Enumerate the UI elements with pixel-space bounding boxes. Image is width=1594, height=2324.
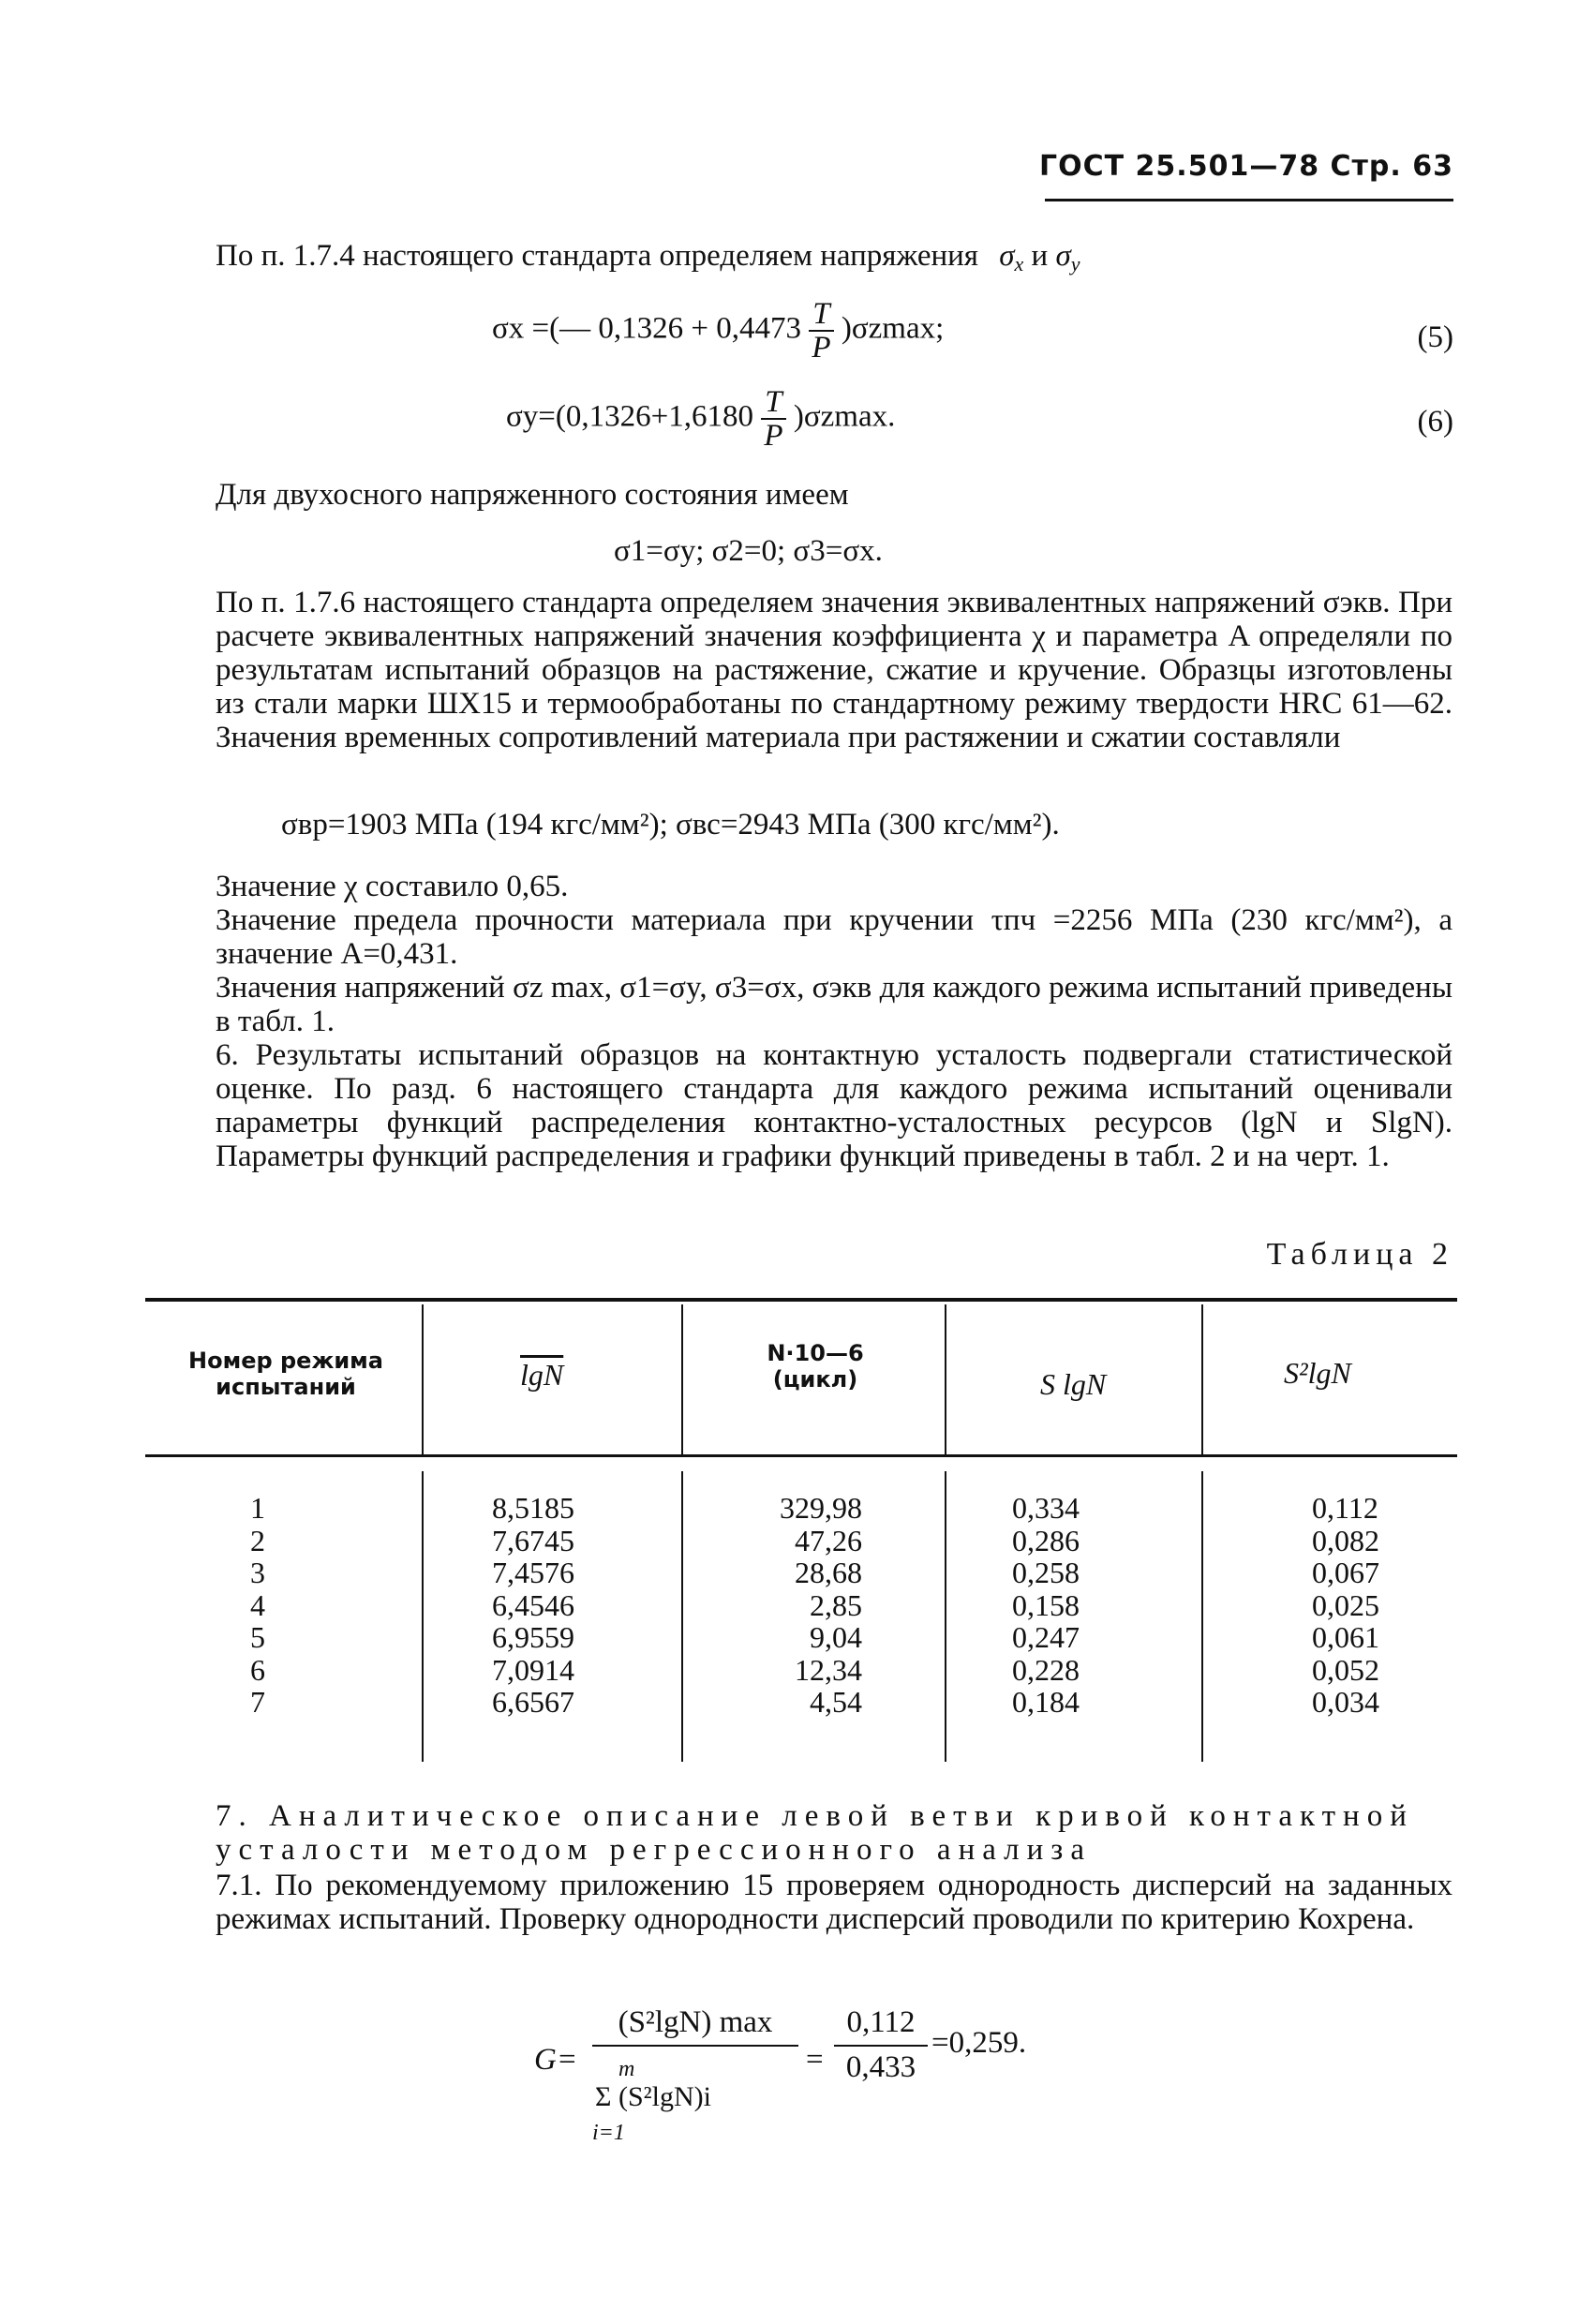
cochran-frac-den: 0,433 bbox=[845, 2050, 916, 2084]
table-vline bbox=[1201, 1304, 1203, 1454]
eq6-rhs: )σzmax. bbox=[793, 399, 896, 434]
table-col-lgn bbox=[492, 1492, 574, 1719]
eq6-denominator: P bbox=[764, 419, 783, 453]
table-col-n bbox=[740, 1492, 862, 1719]
table-cell: 0,184 bbox=[1012, 1685, 1080, 1719]
eq5-rhs: )σzmax; bbox=[841, 311, 945, 346]
table-header-n: N·10—6 (цикл) bbox=[767, 1340, 864, 1393]
cochran-m: m bbox=[618, 2057, 635, 2081]
table-vline bbox=[945, 1471, 946, 1762]
strength-values: σвр=1903 МПа (194 кгс/мм²); σвс=2943 МПа (300 кгс/мм²). bbox=[281, 808, 1060, 842]
table-cell: 0,334 bbox=[1012, 1491, 1080, 1525]
cochran-frac-num: 0,112 bbox=[846, 2005, 916, 2039]
table-cell: 7,6745 bbox=[492, 1523, 574, 1557]
table-cell: 0,034 bbox=[1312, 1685, 1379, 1719]
intro-text: По п. 1.7.4 настоящего стандарта определяем напряжения $\sigma_x$ и $\sigma_y$ bbox=[216, 239, 1080, 276]
table-cell: 6,9559 bbox=[492, 1620, 574, 1654]
section-6-text: 6. Результаты испытаний образцов на контактную усталость подвергали статистической оценке. По разд. 6 настоящего стандарта для каждого режима испытаний оценивали параметры функций распределения контактно-усталостных ресурсов (lgN и SlgN). Параметры функций распределения и графики функций приведены в табл. 2 и на черт. 1. bbox=[216, 1038, 1452, 1173]
cochran-equals: = bbox=[806, 2043, 824, 2077]
page-header: ГОСТ 25.501—78 Стр. 63 bbox=[1039, 150, 1453, 183]
cochran-fraction-bar bbox=[592, 2045, 798, 2047]
table-cell: 5 bbox=[250, 1620, 265, 1654]
cochran-result: =0,259. bbox=[931, 2026, 1027, 2060]
table-cell: 4,54 bbox=[810, 1685, 862, 1719]
principal-stresses: σ1=σy; σ2=0; σ3=σx. bbox=[614, 534, 883, 568]
table-cell: 0,258 bbox=[1012, 1556, 1080, 1589]
cochran-formula bbox=[534, 2005, 1190, 2174]
equation-5 bbox=[492, 298, 944, 364]
table-vline bbox=[681, 1471, 683, 1762]
table-cell: 0,082 bbox=[1312, 1523, 1379, 1557]
table-cell: 6,6567 bbox=[492, 1685, 574, 1719]
table-header-rule bbox=[145, 1454, 1457, 1457]
table-vline bbox=[1201, 1471, 1203, 1762]
table-header-s2: S²lgN bbox=[1284, 1356, 1351, 1390]
eq5-denominator: P bbox=[812, 331, 831, 365]
cochran-lhs: G= bbox=[534, 2043, 578, 2077]
table-cell: 0,228 bbox=[1012, 1652, 1080, 1687]
table-cell: 1 bbox=[250, 1491, 265, 1525]
table-cell: 0,061 bbox=[1312, 1620, 1379, 1654]
table-cell: 12,34 bbox=[795, 1652, 862, 1687]
table-header-s: S lgN bbox=[1040, 1367, 1107, 1401]
table-vline bbox=[681, 1304, 683, 1454]
table-cell: 7,0914 bbox=[492, 1652, 574, 1687]
table-cell: 0,286 bbox=[1012, 1523, 1080, 1557]
torsion-text: Значение предела прочности материала при кручении τпч =2256 МПа (230 кгс/мм²), а значение A=0,431. bbox=[216, 903, 1452, 971]
eq6-numerator: T bbox=[761, 386, 785, 420]
table-cell: 0,052 bbox=[1312, 1652, 1379, 1687]
cochran-numerator: (S²lgN) max bbox=[618, 2005, 773, 2039]
cochran-frac-bar bbox=[834, 2045, 928, 2047]
table-top-rule bbox=[145, 1298, 1457, 1302]
paragraph-176: По п. 1.7.6 настоящего стандарта определяем значения эквивалентных напряжений σэкв. При расчете эквивалентных напряжений значения коэффициента χ и параметра A определяли по результатам испытаний образцов на растяжение, сжатие и кручение. Образцы изготовлены из стали марки ШХ15 и термообработаны по стандартному режиму твердости HRC 61—62. Значения временных сопротивлений материала при растяжении и сжатии составляли bbox=[216, 586, 1452, 754]
table-vline bbox=[945, 1304, 946, 1454]
cochran-sum: Σ (S²lgN)i bbox=[595, 2081, 711, 2112]
table-vline bbox=[422, 1471, 424, 1762]
biaxial-text: Для двухосного напряженного состояния имеем bbox=[216, 478, 849, 512]
eq5-lhs: σx =(— 0,1326 + 0,4473 bbox=[492, 311, 801, 346]
section-7-heading: 7. Аналитическое описание левой ветви кривой контактной усталости методом регрессионного анализа bbox=[216, 1799, 1414, 1867]
table-cell: 7 bbox=[250, 1685, 265, 1719]
table-cell: 0,025 bbox=[1312, 1587, 1379, 1622]
chi-value: Значение χ составило 0,65. bbox=[216, 870, 569, 903]
table-cell: 6,4546 bbox=[492, 1587, 574, 1622]
table-col-s bbox=[1012, 1492, 1080, 1719]
table-cell: 8,5185 bbox=[492, 1491, 574, 1525]
equation-5-number: (5) bbox=[1417, 320, 1453, 354]
table-cell: 7,4576 bbox=[492, 1556, 574, 1589]
table-cell: 4 bbox=[250, 1587, 265, 1622]
table-cell: 329,98 bbox=[780, 1491, 862, 1525]
table-cell: 3 bbox=[250, 1556, 265, 1589]
intro-sentence: По п. 1.7.4 настоящего стандарта определяем напряжения bbox=[216, 239, 978, 273]
table-title: Таблица 2 bbox=[1266, 1237, 1453, 1272]
table-cell: 28,68 bbox=[795, 1556, 862, 1589]
table-vline bbox=[422, 1304, 424, 1454]
table-header-lgn: $\overline{lgN}$ bbox=[520, 1358, 564, 1392]
table-cell: 9,04 bbox=[810, 1620, 862, 1654]
header-rule bbox=[1045, 199, 1453, 201]
table-cell: 47,26 bbox=[795, 1523, 862, 1557]
table-header-mode: Номер режима испытаний bbox=[188, 1348, 383, 1400]
equation-6 bbox=[506, 386, 895, 452]
stress-values-text: Значения напряжений σz max, σ1=σy, σ3=σx, σэкв для каждого режима испытаний приведены в табл. 1. bbox=[216, 971, 1452, 1038]
table-cell: 6 bbox=[250, 1652, 265, 1687]
table-cell: 0,158 bbox=[1012, 1587, 1080, 1622]
cochran-index: i=1 bbox=[592, 2121, 625, 2145]
eq5-numerator: T bbox=[809, 298, 833, 332]
section-71-text: 7.1. По рекомендуемому приложению 15 проверяем однородность дисперсий на заданных режимах испытаний. Проверку однородности дисперсий проводили по критерию Кохрена. bbox=[216, 1869, 1452, 1936]
table-cell: 0,247 bbox=[1012, 1620, 1080, 1654]
table-cell: 2 bbox=[250, 1523, 265, 1557]
table-col-mode bbox=[239, 1492, 276, 1719]
table-cell: 2,85 bbox=[810, 1587, 862, 1622]
eq6-lhs: σy=(0,1326+1,6180 bbox=[506, 399, 753, 434]
table-cell: 0,112 bbox=[1312, 1491, 1378, 1525]
equation-6-number: (6) bbox=[1417, 405, 1453, 439]
table-col-s2 bbox=[1312, 1492, 1379, 1719]
table-cell: 0,067 bbox=[1312, 1556, 1379, 1589]
